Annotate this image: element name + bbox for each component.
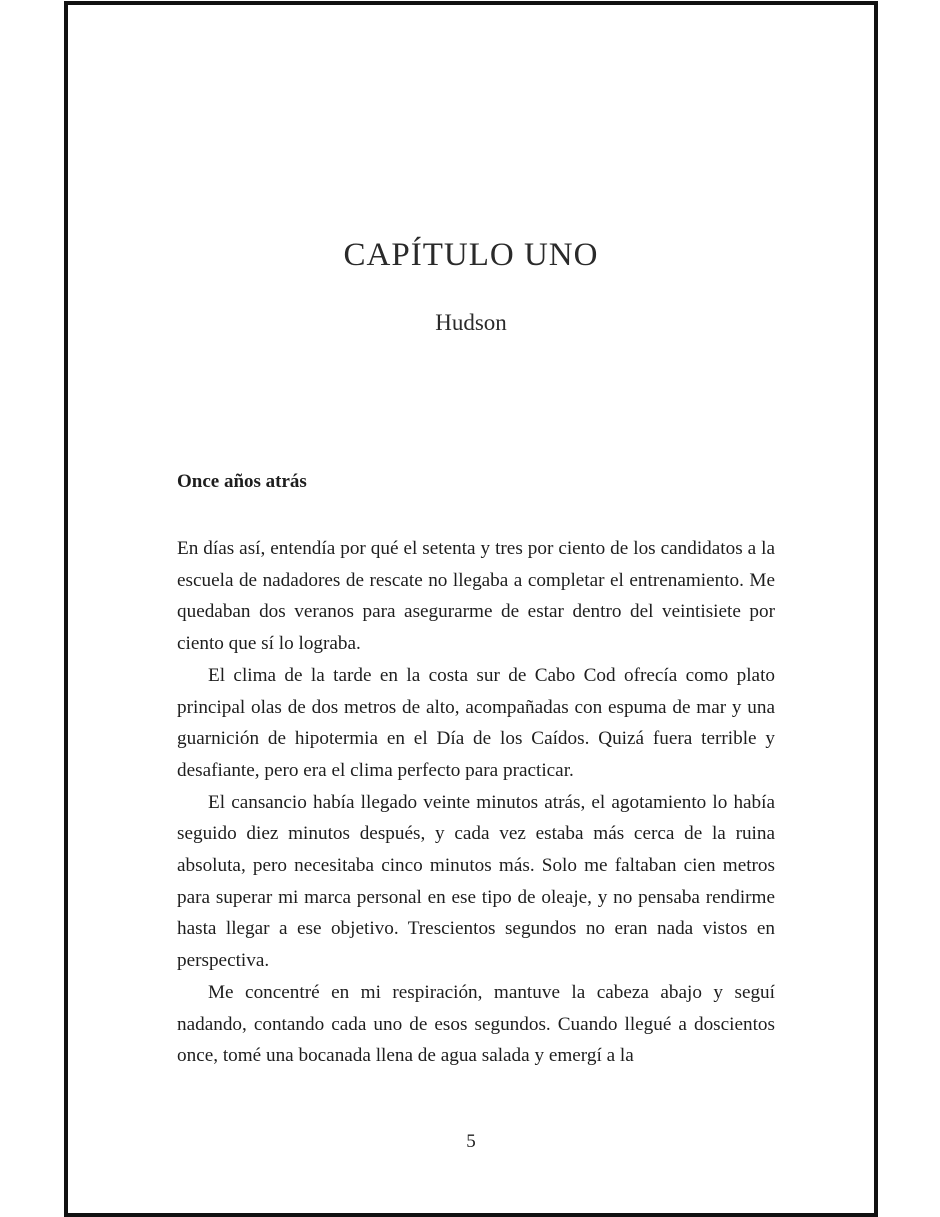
section-heading: Once años atrás [177, 471, 307, 492]
paragraph: El clima de la tarde en la costa sur de Cabo Cod ofrecía como plato principal olas de dos metros de alto, acompañadas con espuma de mar y una guarnición de hipotermia en el Día de los Caídos. Quizá fuera terrible y desafiante, pero era el clima perfecto para practicar. [177, 664, 775, 781]
paragraph: Me concentré en mi respiración, mantuve la cabeza abajo y seguí nadando, contando cada uno de esos segundos. Cuando llegué a doscientos once, tomé una bocanada llena de agua salada y emergí a la [177, 981, 775, 1067]
book-page [64, 1, 878, 1217]
chapter-subtitle: Hudson [435, 310, 507, 335]
page-number: 5 [466, 1131, 476, 1152]
body-text [177, 533, 775, 1072]
chapter-title: CAPÍTULO UNO [343, 237, 599, 273]
paragraph: En días así, entendía por qué el setenta y tres por ciento de los candidatos a la escuela de nadadores de rescate no llegaba a completar el entrenamiento. Me quedaban dos veranos para asegurarme de estar dentro del veintisiete por ciento que sí lo lograba. [177, 538, 775, 655]
paragraph: El cansancio había llegado veinte minutos atrás, el agotamiento lo había seguido diez minutos después, y cada vez estaba más cerca de la ruina absoluta, pero necesitaba cinco minutos más. Solo me faltaban cien metros para superar mi marca personal en ese tipo de oleaje, y no pensaba rendirme hasta llegar a ese objetivo. Trescientos segundos no eran nada vistos en perspectiva. [177, 791, 775, 972]
